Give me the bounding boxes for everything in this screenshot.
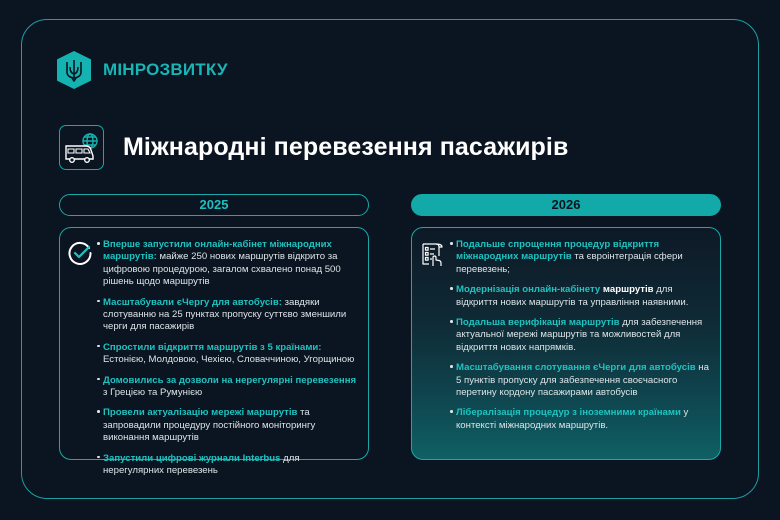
list-item: Спростили відкриття маршрутів з 5 країнами: Естонією, Молдовою, Чехією, Словаччиною, Угорщиною: [97, 342, 360, 367]
list-item: Домовились за дозволи на нерегулярні перевезення з Грецією та Румунією: [97, 375, 360, 400]
list-item: Подальша верифікація маршрутів для забезпечення актуальної мережі маршрутів та можливостей для відкриття нових напрямків.: [450, 317, 712, 354]
list-item: Вперше запустили онлайн-кабінет міжнародних маршрутів: майже 250 нових маршрутів відкрито за цифровою процедурою, загалом схвалено понад 500 рішень щодо маршрутів: [97, 239, 360, 289]
plans-list: [450, 239, 712, 440]
list-item: Лібералізація процедур з іноземними країнами у контексті міжнародних маршрутів.: [450, 407, 712, 432]
list-item: Подальше спрощення процедур відкриття міжнародних маршрутів та євроінтеграція сфери перевезень;: [450, 239, 712, 276]
check-circle-icon: [67, 240, 93, 271]
brand-name: МІНРОЗВИТКУ: [103, 60, 228, 79]
list-item: Провели актуалізацію мережі маршрутів та запровадили процедуру постійного моніторингу виконання маршрутів: [97, 407, 360, 444]
bus-globe-icon: [59, 125, 104, 170]
page-title: Міжнародні перевезення пасажирів: [123, 133, 569, 161]
page-header: [59, 125, 568, 170]
year-label-2025: 2025: [59, 194, 369, 216]
list-item: Масштабування слотування єЧерги для автобусів на 5 пунктів пропуску для забезпечення своєчасного перетину кордону пасажирами автобусів: [450, 362, 712, 399]
list-item: Запустили цифрові журнали Interbus для нерегулярних перевезень: [97, 453, 360, 478]
checklist-document-icon: [421, 242, 445, 273]
panel-2026-plans: [411, 227, 721, 460]
achievements-list: [97, 239, 360, 486]
list-item: Модернізація онлайн-кабінету маршрутів для відкриття нових маршрутів та управління наявними.: [450, 284, 712, 309]
brand-logo: [57, 51, 228, 89]
panel-2025-achievements: [59, 227, 369, 477]
trident-coat-of-arms-icon: [57, 51, 91, 89]
list-item: Масштабували єЧергу для автобусів: завдяки слотуванню на 25 пунктах пропуску суттєво зменшили черги для пасажирів: [97, 297, 360, 334]
year-label-2026: 2026: [411, 194, 721, 216]
